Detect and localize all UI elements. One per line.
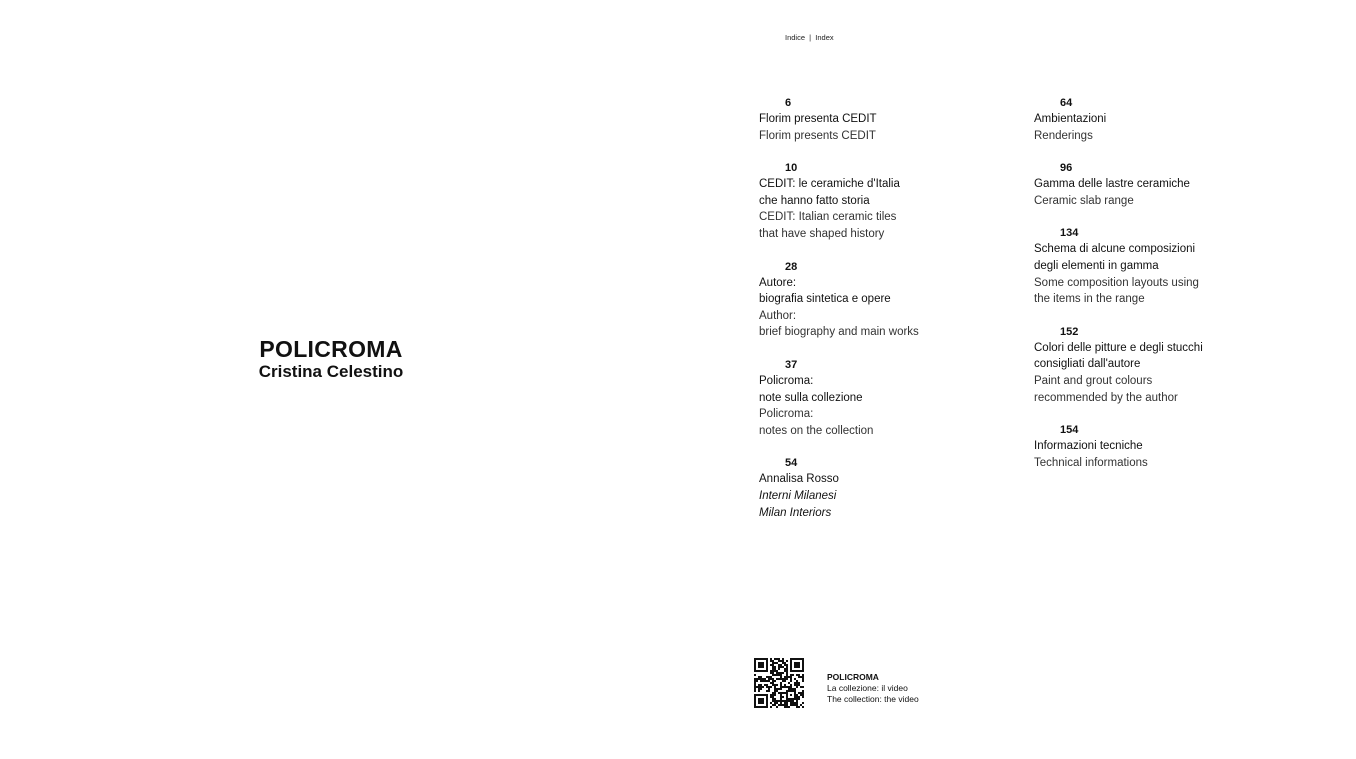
toc-column-right — [1034, 95, 1294, 487]
toc-title-en: brief biography and main works — [759, 326, 919, 339]
toc-entry[interactable] — [1034, 95, 1294, 144]
toc-entry[interactable] — [759, 95, 1019, 144]
toc-title-en: Florim presents CEDIT — [759, 129, 876, 142]
toc-entry[interactable] — [759, 455, 1019, 521]
toc-entry[interactable] — [1034, 225, 1294, 307]
toc-title-it: Colori delle pitture e degli stucchi — [1034, 341, 1203, 354]
toc-entry[interactable] — [759, 160, 1019, 242]
toc-entry[interactable] — [1034, 160, 1294, 209]
toc-title-en: Ceramic slab range — [1034, 194, 1134, 207]
cover-title: POLICROMA — [259, 336, 403, 362]
toc-title-it: Informazioni tecniche — [1034, 440, 1143, 453]
toc-title-it: Autore: — [759, 276, 797, 289]
toc-page-number: 54 — [785, 457, 798, 470]
toc-title-en: the items in the range — [1034, 293, 1145, 306]
toc-title-en: CEDIT: Italian ceramic tiles — [759, 211, 897, 224]
toc-entry[interactable] — [759, 259, 1019, 341]
toc-entry[interactable] — [1034, 324, 1294, 406]
toc-entry[interactable] — [1034, 422, 1294, 471]
cover-block — [0, 336, 662, 382]
toc-title-italic: Milan Interiors — [759, 506, 832, 519]
toc-title-it: Florim presenta CEDIT — [759, 113, 877, 125]
toc-title-en: notes on the collection — [759, 424, 874, 437]
toc-page-number: 6 — [785, 97, 792, 109]
qr-caption — [827, 672, 919, 705]
toc-page-number: 64 — [1060, 97, 1073, 109]
toc-title-it: che hanno fatto storia — [759, 194, 870, 207]
cover-subtitle: Cristina Celestino — [258, 362, 404, 381]
toc-title-en: that have shaped history — [759, 227, 885, 240]
toc-title-it: Ambientazioni — [1034, 113, 1107, 125]
toc-title-it: degli elementi in gamma — [1034, 259, 1159, 272]
toc-title-it: Schema di alcune composizioni — [1034, 243, 1196, 256]
toc-title-it: consigliati dall'autore — [1034, 358, 1141, 371]
toc-entry[interactable] — [759, 357, 1019, 439]
toc-title-en: recommended by the author — [1034, 391, 1178, 404]
toc-page-number: 152 — [1060, 325, 1079, 338]
toc-title-it: Annalisa Rosso — [759, 473, 839, 486]
qr-code-icon[interactable] — [754, 658, 804, 708]
toc-title-en: Technical informations — [1034, 456, 1148, 469]
toc-title-it: note sulla collezione — [759, 391, 863, 404]
toc-page-number: 37 — [785, 358, 798, 371]
toc-title-it: Policroma: — [759, 374, 814, 387]
toc-title-it: Gamma delle lastre ceramiche — [1034, 178, 1190, 191]
toc-title-en: Policroma: — [759, 408, 814, 421]
qr-caption-title: POLICROMA — [827, 672, 879, 682]
toc-page-number: 96 — [1060, 162, 1073, 175]
toc-title-en: Some composition layouts using — [1034, 276, 1199, 289]
toc-title-it: CEDIT: le ceramiche d'Italia — [759, 178, 900, 191]
toc-title-en: Author: — [759, 309, 797, 322]
toc-title-italic: Interni Milanesi — [759, 489, 837, 502]
toc-title-en: Renderings — [1034, 129, 1093, 142]
toc-page-number: 28 — [785, 260, 798, 273]
toc-page-number: 10 — [785, 162, 798, 175]
toc-column-left — [759, 95, 1019, 537]
qr-caption-line-en: The collection: the video — [827, 694, 919, 704]
toc-title-it: biografia sintetica e opere — [759, 293, 891, 306]
toc-title-en: Paint and grout colours — [1034, 374, 1153, 387]
qr-caption-line-it: La collezione: il video — [827, 683, 908, 693]
toc-page-number: 134 — [1060, 227, 1079, 240]
toc-page-number: 154 — [1060, 424, 1079, 437]
index-heading: Indice | Index — [785, 33, 834, 42]
